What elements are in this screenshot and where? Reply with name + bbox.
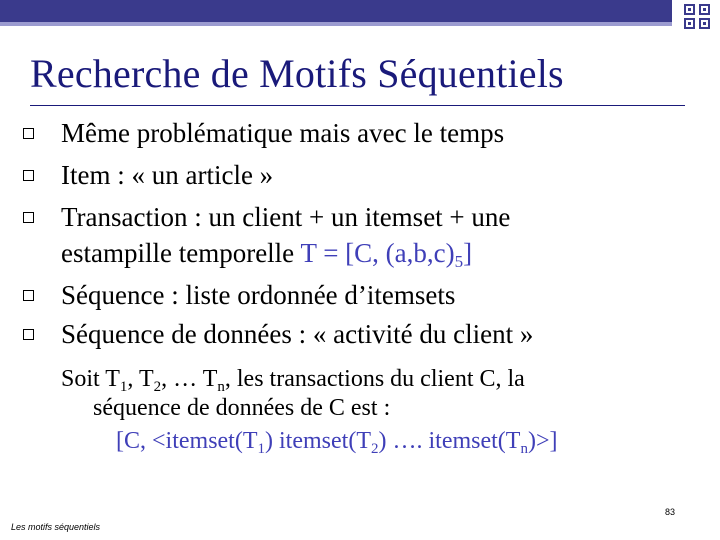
square-bullet-icon [23, 290, 34, 301]
square-bullet-icon [23, 128, 34, 139]
bullet-text: Même problématique mais avec le temps [61, 118, 505, 148]
paragraph-line-2: séquence de données de C est : [93, 395, 391, 421]
footer-text: Les motifs séquentiels [11, 522, 101, 532]
top-band [0, 0, 672, 26]
corner-square-icon [699, 4, 710, 15]
corner-square-icon [699, 18, 710, 29]
slide-title: Recherche de Motifs Séquentiels [30, 51, 564, 96]
page-number: 83 [665, 507, 676, 517]
paragraph-line-1: Soit $T_1$, $T_2$, … $T_n$, les transactions du client C, la [61, 366, 525, 395]
square-bullet-icon [23, 212, 34, 223]
title-underline [30, 105, 685, 106]
sequence-formula: [C, $<itemset(T_1)$ $itemset(T_2)$ …. $itemset(T_n)>$] [116, 428, 558, 457]
top-decorative-bar [0, 0, 672, 26]
corner-square-icon [684, 18, 695, 29]
corner-square-icon [684, 4, 695, 15]
bullet-text: Transaction : un client + un itemset + une [61, 202, 511, 232]
square-bullet-icon [23, 170, 34, 181]
bullet-text: Séquence de données : « activité du client » [61, 319, 534, 349]
bullet-text: Item : « un article » [61, 160, 274, 190]
bullet-text-continuation: estampille temporelle T = [C, $(a,b,c)_5$] [61, 238, 473, 271]
square-bullet-icon [23, 329, 34, 340]
bullet-text: Séquence : liste ordonnée d’itemsets [61, 280, 456, 310]
transaction-formula: T = [C, $(a,b,c)_5$] [300, 238, 473, 271]
